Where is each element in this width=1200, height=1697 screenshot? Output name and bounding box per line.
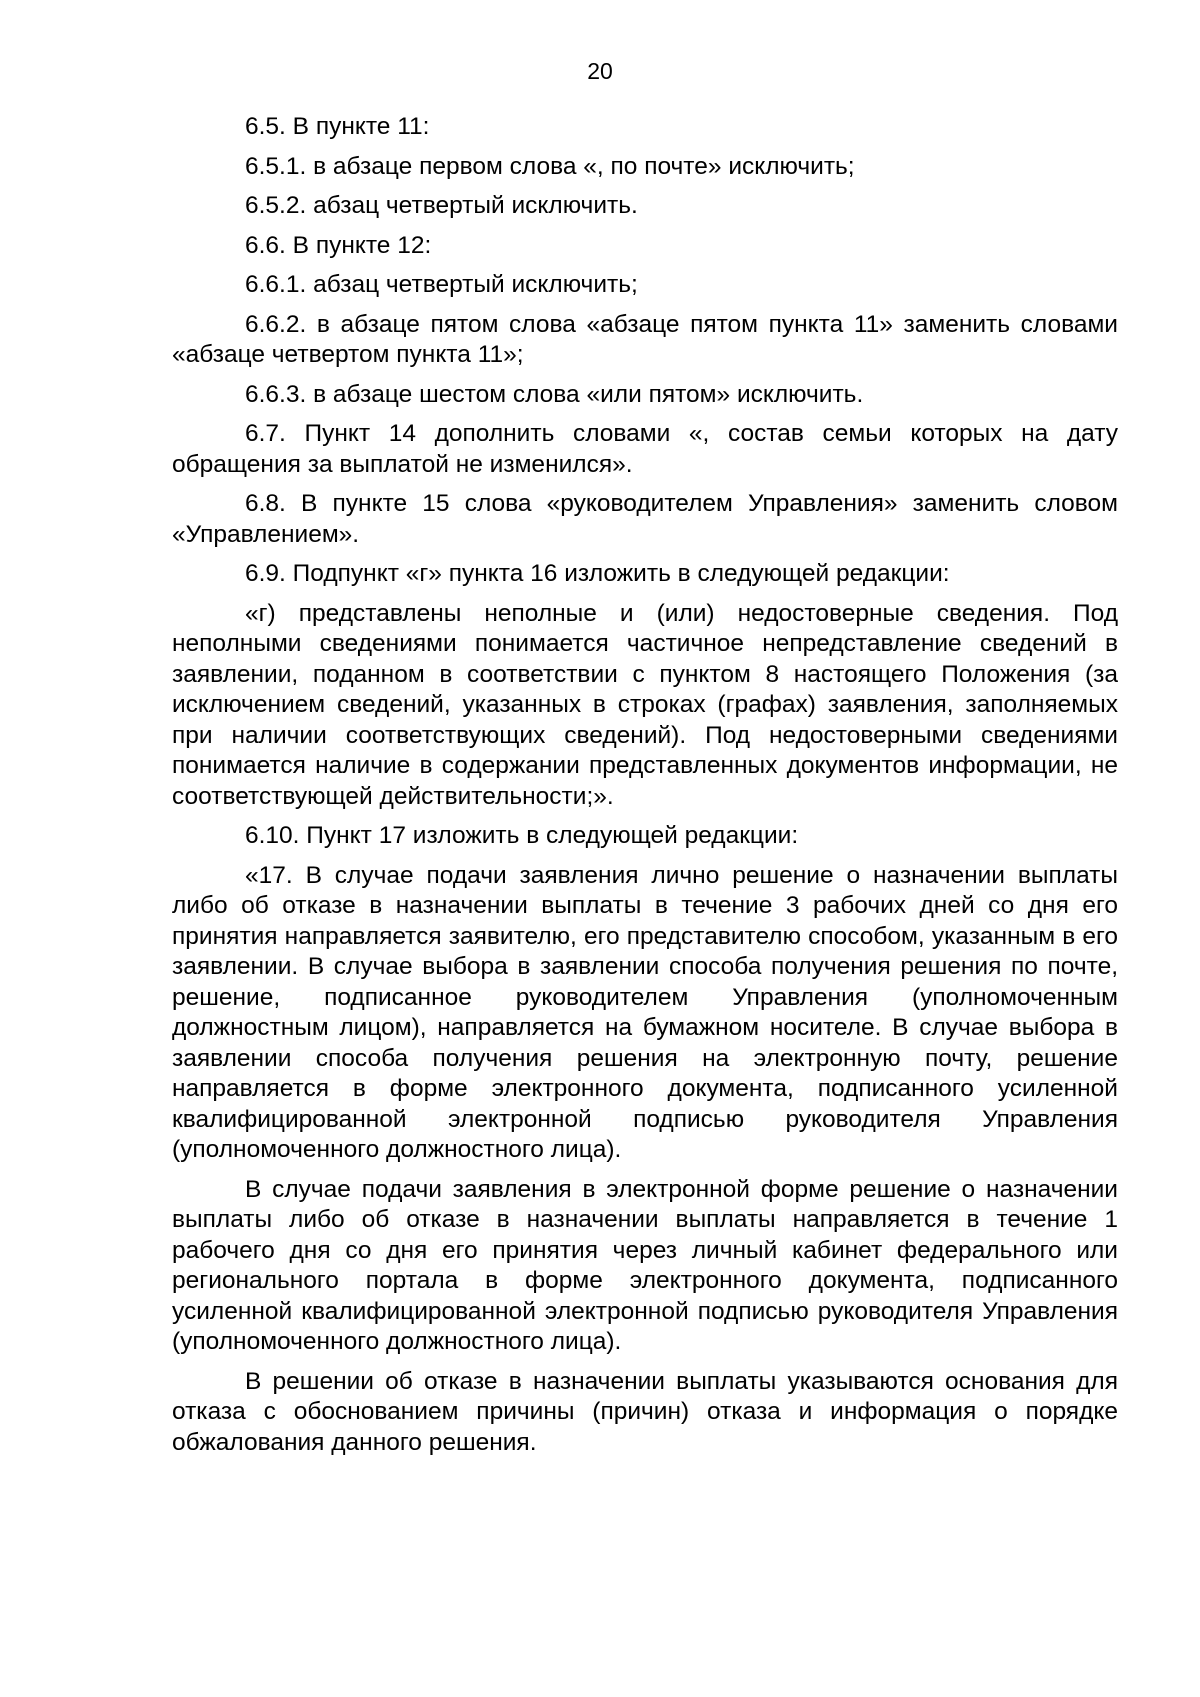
paragraph-6-5-2: 6.5.2. абзац четвертый исключить. [245, 192, 638, 219]
paragraph-subitem-g: «г) представлены неполные и (или) недостоверные сведения. Под неполными сведениями понимается частичное непредставление сведений в заявлении, поданном в соответствии с пунктом 8 настоящего Положения (за исключением сведений, указанных в строках (графах) заявления, заполняемых при наличии соответствующих сведений). Под недостоверными сведениями понимается наличие в содержании представленных документов информации, не соответствующей действительности;». [172, 599, 1118, 810]
paragraph-refusal-decision: В решении об отказе в назначении выплаты указываются основания для отказа с обоснованием причины (причин) отказа и информация о порядке обжалования данного решения. [172, 1367, 1118, 1456]
paragraph-electronic-submission: В случае подачи заявления в электронной форме решение о назначении выплаты либо об отказе в назначении выплаты направляется в течение 1 рабочего дня со дня его принятия через личный кабинет федерального или регионального портала в форме электронного документа, подписанного усиленной квалифицированной электронной подписью руководителя Управления (уполномоченного должностного лица). [172, 1175, 1118, 1355]
paragraph-6-6: 6.6. В пункте 12: [245, 231, 432, 259]
paragraph-6-5: 6.5. В пункте 11: [245, 113, 430, 140]
paragraph-6-6-2: 6.6.2. в абзаце пятом слова «абзаце пятом пункта 11» заменить словами «абзаце четвертом пункта 11»; [172, 310, 1118, 368]
paragraph-6-5-1: 6.5.1. в абзаце первом слова «, по почте» исключить; [245, 152, 855, 180]
paragraph-item-17: «17. В случае подачи заявления лично решение о назначении выплаты либо об отказе в назначении выплаты в течение 3 рабочих дней со дня его принятия направляется заявителю, его представителю способом, указанным в его заявлении. В случае выбора в заявлении способа получения решения по почте, решение, подписанное руководителем Управления (уполномоченным должностным лицом), направляется на бумажном носителе. В случае выбора в заявлении способа получения решения на электронную почту, решение направляется в форме электронного документа, подписанного усиленной квалифицированной электронной подписью руководителя Управления (уполномоченного должностного лица). [172, 861, 1118, 1163]
paragraph-6-7: 6.7. Пункт 14 дополнить словами «, состав семьи которых на дату обращения за выплатой не изменился». [172, 420, 1118, 478]
paragraph-6-6-3: 6.6.3. в абзаце шестом слова «или пятом» исключить. [245, 380, 864, 408]
paragraph-6-9: 6.9. Подпункт «г» пункта 16 изложить в следующей редакции: [245, 560, 950, 587]
paragraph-6-6-1: 6.6.1. абзац четвертый исключить; [245, 271, 638, 298]
document-body [172, 112, 1118, 1467]
paragraph-6-8: 6.8. В пункте 15 слова «руководителем Управления» заменить словом «Управлением». [172, 490, 1118, 548]
page-number: 20 [587, 58, 613, 84]
paragraph-6-10: 6.10. Пункт 17 изложить в следующей редакции: [245, 822, 799, 849]
